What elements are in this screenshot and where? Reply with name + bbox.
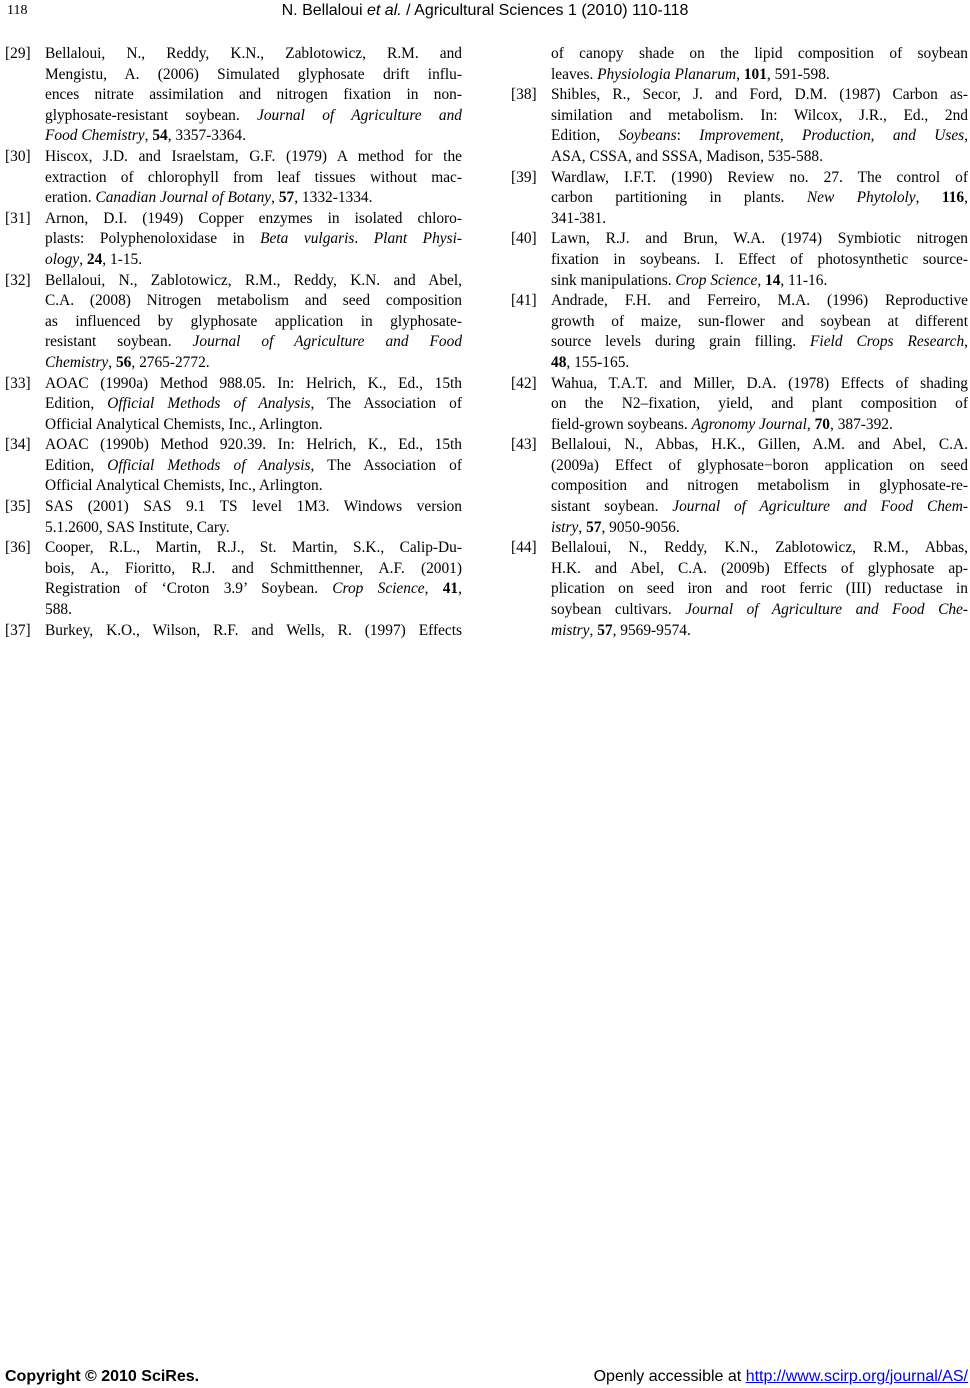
reference-text: Shibles, R., Secor, J. and Ford, D.M. (1987) Carbon as- <box>551 86 968 104</box>
reference-text: Cooper, R.L., Martin, R.J., St. Martin, S.K., Calip-Du- <box>45 539 462 557</box>
reference-line <box>551 600 968 621</box>
reference-text: Mengistu, A. (2006) Simulated glyphosate drift influ- <box>45 65 462 83</box>
reference-line <box>45 106 462 127</box>
reference-item <box>5 147 462 209</box>
reference-italic-text: Chemistry <box>45 353 109 371</box>
reference-line <box>551 579 968 600</box>
reference-text: , <box>458 580 462 598</box>
reference-volume: 48 <box>551 353 567 371</box>
reference-line <box>45 435 462 456</box>
reference-line <box>551 374 968 395</box>
reference-text: as influenced by glyphosate application in glyphosate- <box>45 312 462 330</box>
reference-line <box>45 456 462 477</box>
reference-line <box>551 44 968 65</box>
reference-line <box>551 538 968 559</box>
reference-number: [33] <box>5 374 31 392</box>
reference-text: Wahua, T.A.T. and Miller, D.A. (1978) Effects of shading <box>551 374 968 392</box>
reference-line <box>45 126 462 147</box>
reference-text: of canopy shade on the lipid composition of soybean <box>551 45 968 62</box>
reference-text: AOAC (1990b) Method 920.39. In: Helrich, K., Ed., 15th <box>45 436 462 454</box>
reference-volume: 70 <box>814 415 830 433</box>
reference-line <box>45 415 462 436</box>
reference-number: [36] <box>5 539 31 557</box>
reference-italic-text: istry <box>551 518 579 536</box>
reference-text: AOAC (1990a) Method 988.05. In: Helrich, K., Ed., 15th <box>45 374 462 392</box>
reference-line <box>45 44 462 65</box>
reference-volume: 56 <box>115 353 132 371</box>
reference-text: growth of maize, sun-flower and soybean at different <box>551 312 968 330</box>
references-column-right <box>511 44 968 641</box>
reference-text: , 9569-9574. <box>612 621 691 639</box>
reference-number: [40] <box>511 230 537 248</box>
reference-line <box>551 394 968 415</box>
reference-line <box>551 559 968 580</box>
reference-italic-text: Crop Science <box>332 580 425 598</box>
reference-text: 5.1.2600, SAS Institute, Cary. <box>45 518 230 536</box>
reference-line <box>551 106 968 127</box>
reference-line <box>551 353 968 374</box>
reference-volume: 41 <box>442 580 459 598</box>
reference-text: , 591-598. <box>766 65 830 83</box>
reference-line <box>45 147 462 168</box>
header-et-al: et al. <box>367 2 402 19</box>
reference-text: , <box>757 271 766 289</box>
reference-volume: 57 <box>278 189 295 207</box>
reference-text: extraction of chlorophyll from leaf tissues without mac- <box>45 168 462 186</box>
reference-italic-text: Canadian Journal of Botany <box>95 189 272 207</box>
reference-text: fixation in soybeans. I. Effect of photosynthetic source- <box>551 250 968 268</box>
reference-line <box>551 250 968 271</box>
reference-number: [38] <box>511 86 537 104</box>
reference-italic-text: Journal of Agriculture and Food Chem- <box>672 498 968 516</box>
reference-text: Edition, <box>45 395 108 413</box>
reference-line <box>45 621 462 642</box>
reference-line <box>45 209 462 230</box>
reference-line <box>45 394 462 415</box>
reference-text: source levels during grain filling. <box>551 333 811 351</box>
reference-line <box>551 65 968 86</box>
reference-line <box>45 559 462 580</box>
reference-line <box>45 353 462 374</box>
reference-item <box>5 374 462 436</box>
reference-line <box>551 126 968 147</box>
header-authors: N. Bellaloui <box>281 2 367 19</box>
reference-italic-text: Field Crops Research <box>810 333 965 351</box>
reference-line <box>45 476 462 497</box>
reference-item <box>5 538 462 620</box>
reference-volume: 54 <box>152 127 168 145</box>
reference-italic-text: Journal of Agriculture and <box>257 106 462 124</box>
reference-line <box>45 497 462 518</box>
reference-line <box>45 291 462 312</box>
reference-italic-text: Official Methods of Analysis <box>107 395 311 413</box>
reference-text: Bellaloui, N., Reddy, K.N., Zablotowicz, R.M., Abbas, <box>551 539 968 557</box>
reference-item <box>5 621 462 642</box>
reference-text: sink manipulations. <box>551 271 676 289</box>
reference-italic-text: Official Methods of Analysis <box>107 456 311 474</box>
reference-line <box>45 332 462 353</box>
reference-text: SAS (2001) SAS 9.1 TS level 1M3. Windows version <box>45 498 462 516</box>
reference-italic-text: Agronomy Journal <box>691 415 807 433</box>
reference-text: , 1-15. <box>102 250 143 268</box>
reference-item <box>5 44 462 147</box>
reference-line <box>45 579 462 600</box>
reference-line <box>551 168 968 189</box>
reference-text: , <box>736 65 744 83</box>
reference-text: , 387-392. <box>830 415 893 433</box>
reference-volume: 14 <box>765 271 781 289</box>
reference-line <box>551 85 968 106</box>
reference-number: [44] <box>511 539 537 557</box>
reference-item <box>511 229 968 291</box>
reference-number: [29] <box>5 45 31 62</box>
reference-volume: 24 <box>86 250 103 268</box>
reference-line <box>45 250 462 271</box>
reference-number: [43] <box>511 436 537 454</box>
reference-text: , <box>144 127 153 145</box>
reference-item <box>511 85 968 167</box>
reference-italic-text: Soybeans <box>618 127 677 145</box>
reference-text: soybean cultivars. <box>551 601 686 619</box>
reference-item <box>511 538 968 641</box>
reference-italic-text: ology <box>45 250 80 268</box>
reference-text: field-grown soybeans. <box>551 415 692 433</box>
reference-item <box>511 374 968 436</box>
reference-text: Bellaloui, N., Zablotowicz, R.M., Reddy, K.N. and Abel, <box>45 271 462 289</box>
reference-text: , <box>964 127 969 145</box>
reference-text: Andrade, F.H. and Ferreiro, M.A. (1996) Reproductive <box>551 292 968 310</box>
reference-text: Bellaloui, N., Abbas, H.K., Gillen, A.M. and Abel, C.A. <box>551 436 968 454</box>
reference-text: , <box>108 353 116 371</box>
reference-text: plication on seed iron and root ferric (III) reductase in <box>551 580 968 598</box>
reference-text: , <box>79 250 87 268</box>
running-header <box>0 2 970 20</box>
reference-italic-text: New Phytololy <box>806 189 916 207</box>
reference-line <box>551 497 968 518</box>
reference-number: [34] <box>5 436 31 454</box>
reference-volume: 101 <box>743 65 767 83</box>
reference-text: composition and nitrogen metabolism in glyphosate-re- <box>551 477 968 495</box>
reference-line <box>551 456 968 477</box>
reference-line <box>551 291 968 312</box>
reference-line <box>45 188 462 209</box>
reference-continuation <box>511 44 968 85</box>
reference-text: Edition, <box>45 456 108 474</box>
reference-text: , <box>915 189 942 207</box>
reference-line <box>45 374 462 395</box>
reference-text: bois, A., Fioritto, R.J. and Schmitthenner, A.F. (2001) <box>45 559 462 577</box>
reference-line <box>45 65 462 86</box>
reference-text: Burkey, K.O., Wilson, R.F. and Wells, R. (1997) Effects <box>45 621 462 639</box>
reference-line <box>551 271 968 292</box>
reference-line <box>551 229 968 250</box>
reference-number: [42] <box>511 374 537 392</box>
reference-text: Official Analytical Chemists, Inc., Arlington. <box>45 415 323 433</box>
references-column-left <box>5 44 462 641</box>
reference-text: , 2765-2772. <box>131 353 210 371</box>
reference-volume: 116 <box>941 189 965 207</box>
reference-text: , <box>964 333 969 351</box>
reference-text: sistant soybean. <box>551 498 673 516</box>
reference-text: plasts: Polyphenoloxidase in <box>45 230 261 248</box>
reference-text: , The Association of <box>310 395 462 413</box>
reference-italic-text: Plant Physi- <box>373 230 462 248</box>
reference-italic-text: Food Chemistry <box>45 127 145 145</box>
reference-text: on the N2–fixation, yield, and plant composition of <box>551 395 968 413</box>
reference-item <box>5 497 462 538</box>
reference-line <box>551 518 968 539</box>
reference-number: [35] <box>5 498 31 516</box>
reference-line <box>551 147 968 168</box>
reference-line <box>551 415 968 436</box>
reference-text: glyphosate-resistant soybean. <box>45 106 258 124</box>
reference-text: , <box>964 189 968 207</box>
reference-number: [39] <box>511 168 537 186</box>
reference-number: [31] <box>5 209 31 227</box>
reference-italic-text: Improvement, Production, and Uses <box>699 127 965 145</box>
reference-text: , <box>271 189 279 207</box>
reference-text: 588. <box>45 601 72 619</box>
reference-number: [41] <box>511 292 537 310</box>
reference-line <box>45 168 462 189</box>
reference-text: , <box>589 621 598 639</box>
header-journal: / Agricultural Sciences 1 (2010) 110-118 <box>401 2 689 19</box>
reference-italic-text: mistry <box>551 621 590 639</box>
reference-italic-text: Beta vulgaris <box>260 230 355 248</box>
reference-number: [37] <box>5 621 31 639</box>
reference-line <box>551 209 968 230</box>
reference-line <box>551 312 968 333</box>
reference-text: Lawn, R.J. and Brun, W.A. (1974) Symbiotic nitrogen <box>551 230 968 248</box>
reference-text: , <box>806 415 815 433</box>
reference-text: , 9050-9056. <box>601 518 680 536</box>
journal-link[interactable]: http://www.scirp.org/journal/AS/ <box>745 1368 968 1385</box>
reference-item <box>511 168 968 230</box>
reference-text: , 11-16. <box>780 271 828 289</box>
reference-item <box>5 209 462 271</box>
reference-line <box>551 476 968 497</box>
reference-line <box>551 332 968 353</box>
reference-text: ASA, CSSA, and SSSA, Madison, 535-588. <box>551 147 823 165</box>
reference-text: Arnon, D.I. (1949) Copper enzymes in isolated chloro- <box>45 209 462 227</box>
reference-text: resistant soybean. <box>45 333 193 351</box>
reference-text: Wardlaw, I.F.T. (1990) Review no. 27. The control of <box>551 168 968 186</box>
reference-line <box>45 229 462 250</box>
reference-line <box>45 600 462 621</box>
reference-text: Official Analytical Chemists, Inc., Arlington. <box>45 477 323 495</box>
reference-text: eration. <box>45 189 96 207</box>
reference-text: , 155-165. <box>566 353 630 371</box>
reference-line <box>551 188 968 209</box>
footer-access-label: Openly accessible at <box>593 1368 746 1385</box>
reference-italic-text: Journal of Agriculture and Food Che- <box>685 601 968 619</box>
reference-text: Edition, <box>551 127 619 145</box>
reference-line <box>45 271 462 292</box>
reference-text: . <box>354 230 374 248</box>
reference-italic-text: Physiologia Planarum <box>597 65 737 83</box>
page-number: 118 <box>7 3 28 18</box>
reference-line <box>45 518 462 539</box>
reference-line <box>45 312 462 333</box>
reference-text: 341-381. <box>551 209 607 227</box>
reference-volume: 57 <box>597 621 613 639</box>
reference-text: , The Association of <box>310 456 462 474</box>
reference-line <box>551 621 968 642</box>
reference-item <box>511 435 968 538</box>
reference-number: [32] <box>5 271 31 289</box>
reference-text: : <box>676 127 700 145</box>
reference-italic-text: Crop Science <box>675 271 758 289</box>
reference-text: H.K. and Abel, C.A. (2009b) Effects of glyphosate ap- <box>551 559 968 577</box>
reference-text: , <box>424 580 443 598</box>
reference-item <box>511 291 968 373</box>
reference-text: (2009a) Effect of glyphosate−boron application on seed <box>551 456 968 474</box>
reference-text: , <box>578 518 587 536</box>
reference-number: [30] <box>5 147 31 165</box>
reference-text: leaves. <box>551 65 598 83</box>
reference-text: Bellaloui, N., Reddy, K.N., Zablotowicz, R.M. and <box>45 45 462 62</box>
reference-text: , 1332-1334. <box>294 189 373 207</box>
reference-line <box>45 538 462 559</box>
reference-line <box>45 85 462 106</box>
footer-copyright: Copyright © 2010 SciRes. <box>5 1368 200 1385</box>
reference-text: C.A. (2008) Nitrogen metabolism and seed composition <box>45 292 462 310</box>
reference-item <box>5 271 462 374</box>
reference-text: Registration of ‘Croton 3.9’ Soybean. <box>45 580 333 598</box>
reference-text: , 3357-3364. <box>167 127 246 145</box>
reference-text: ences nitrate assimilation and nitrogen fixation in non- <box>45 86 462 104</box>
reference-item <box>5 435 462 497</box>
reference-text: similation and metabolism. In: Wilcox, J.R., Ed., 2nd <box>551 106 968 124</box>
reference-volume: 57 <box>586 518 602 536</box>
footer-access <box>594 1368 968 1386</box>
reference-text: Hiscox, J.D. and Israelstam, G.F. (1979) A method for the <box>45 147 462 165</box>
reference-text: carbon partitioning in plants. <box>551 189 807 207</box>
reference-line <box>551 435 968 456</box>
reference-italic-text: Journal of Agriculture and Food <box>192 333 463 351</box>
